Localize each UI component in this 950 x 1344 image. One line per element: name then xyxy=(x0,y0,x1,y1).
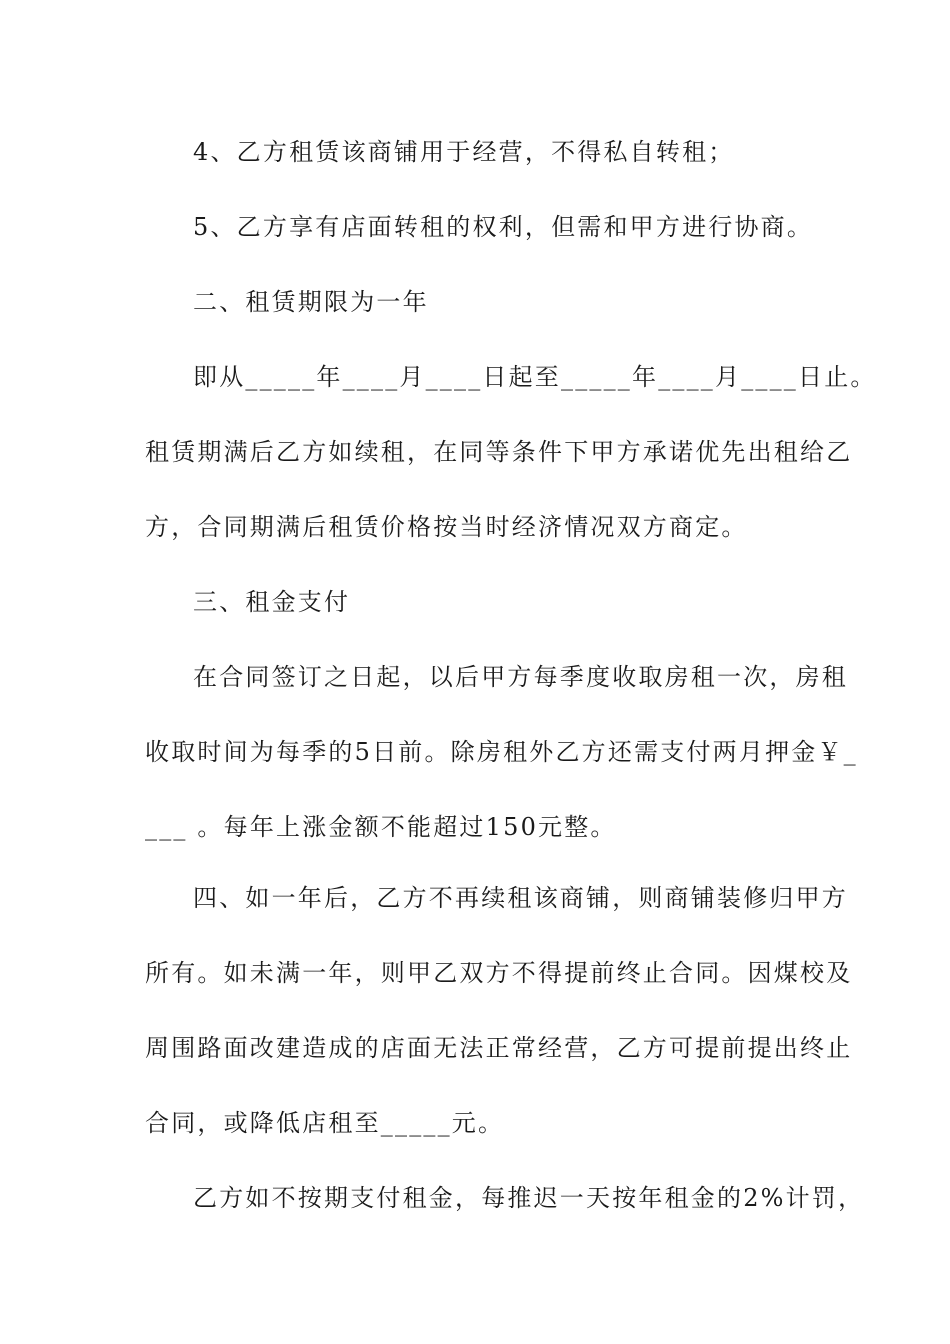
section-3-heading: 三、租金支付 xyxy=(193,588,351,616)
penalty-line: 乙方如不按期支付租金，每推迟一天按年租金的2%计罚， xyxy=(193,1184,865,1212)
renewal-line-1: 租赁期满后乙方如续租，在同等条件下甲方承诺优先出租给乙 xyxy=(145,438,853,466)
payment-line-1: 在合同签订之日起，以后甲方每季度收取房租一次，房租 xyxy=(193,663,848,691)
payment-line-2: 收取时间为每季的5日前。除房租外乙方还需支付两月押金￥_ xyxy=(145,738,858,766)
clause-4-line: 4、乙方租赁该商铺用于经营，不得私自转租； xyxy=(193,138,735,166)
section-4-line-3: 周围路面改建造成的店面无法正常经营，乙方可提前提出终止 xyxy=(145,1034,853,1062)
section-4-line-4: 合同，或降低店租至_____元。 xyxy=(145,1109,505,1137)
renewal-line-2: 方，合同期满后租赁价格按当时经济情况双方商定。 xyxy=(145,513,748,541)
lease-period-line: 即从_____年____月____日起至_____年____月____日止。 xyxy=(193,363,877,391)
clause-5-line: 5、乙方享有店面转租的权利，但需和甲方进行协商。 xyxy=(193,213,814,241)
section-2-heading: 二、租赁期限为一年 xyxy=(193,288,429,316)
section-4-line-1: 四、如一年后，乙方不再续租该商铺，则商铺装修归甲方 xyxy=(193,884,848,912)
payment-line-3: ___ 。每年上涨金额不能超过150元整。 xyxy=(145,813,617,841)
section-4-line-2: 所有。如未满一年，则甲乙双方不得提前终止合同。因煤校及 xyxy=(145,959,853,987)
